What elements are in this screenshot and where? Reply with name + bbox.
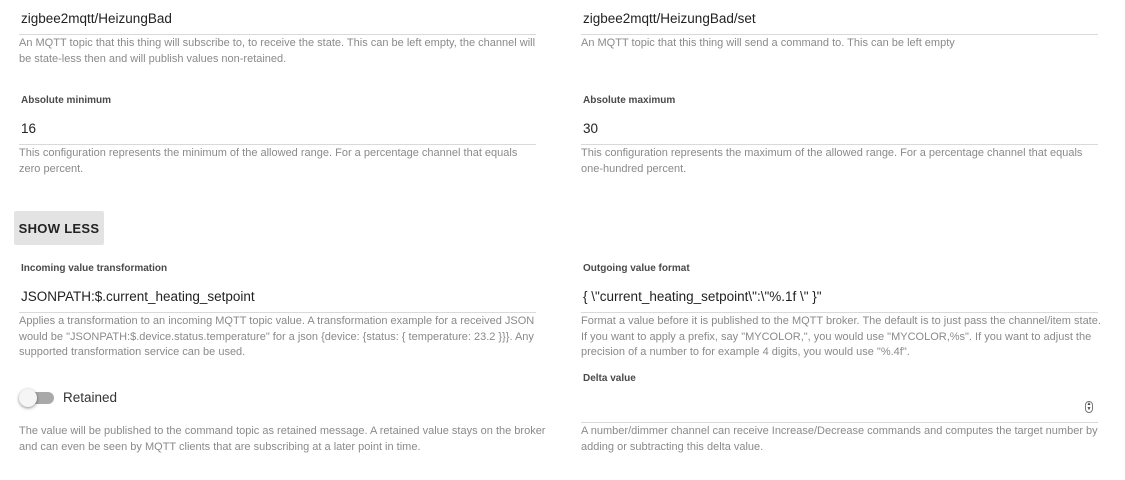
min-value: 16 bbox=[21, 121, 37, 136]
show-less-button[interactable]: SHOW LESS bbox=[14, 211, 104, 245]
state-topic-help: An MQTT topic that this thing will subscribe to, to receive the state. This can be left empty, the channel will be state-less then and will publish values non-retained. bbox=[19, 37, 536, 65]
retained-label: Retained bbox=[63, 390, 118, 405]
outgoing-format-input[interactable] bbox=[581, 289, 1098, 313]
max-input[interactable] bbox=[581, 121, 1098, 145]
number-spinner[interactable] bbox=[1085, 401, 1093, 413]
command-topic-help: An MQTT topic that this thing will send a command to. This can be left empty bbox=[581, 37, 955, 49]
incoming-help: Applies a transformation to an incoming MQTT topic value. A transformation example for a received JSON would be "JSONPATH:$.device.status.temperature" for a json {device: {status: { temperature: 23.2 }}}. Any supported transformation service can be used. bbox=[19, 315, 535, 358]
delta-value-input[interactable] bbox=[581, 399, 1098, 423]
command-topic-value: zigbee2mqtt/HeizungBad/set bbox=[583, 11, 756, 26]
state-topic-input[interactable] bbox=[19, 11, 536, 35]
min-help: This configuration represents the minimum of the allowed range. For a percentage channel that equals zero percent. bbox=[19, 147, 518, 175]
outgoing-format-value: { \"current_heating_setpoint\":\"%.1f \" }" bbox=[583, 289, 822, 304]
min-input[interactable] bbox=[19, 121, 536, 145]
command-topic-input[interactable] bbox=[581, 11, 1098, 35]
incoming-transformation-value: JSONPATH:$.current_heating_setpoint bbox=[21, 289, 255, 304]
retained-help: The value will be published to the command topic as retained message. A retained value stays on the broker and can even be seen by MQTT clients that are subscribing at a later point in time. bbox=[19, 425, 546, 453]
max-value: 30 bbox=[583, 121, 599, 136]
spinner-up-icon[interactable]: ▲ bbox=[1086, 401, 1092, 407]
retained-toggle[interactable] bbox=[19, 389, 139, 409]
incoming-transformation-input[interactable] bbox=[19, 289, 536, 313]
delta-label: Delta value bbox=[583, 373, 636, 384]
min-label: Absolute minimum bbox=[21, 95, 112, 106]
spinner-down-icon[interactable]: ▼ bbox=[1086, 406, 1092, 412]
incoming-label: Incoming value transformation bbox=[21, 263, 168, 274]
retained-toggle-knob bbox=[19, 389, 37, 407]
state-topic-value: zigbee2mqtt/HeizungBad bbox=[21, 11, 172, 26]
delta-help: A number/dimmer channel can receive Increase/Decrease commands and computes the target number by adding or subtracting this delta value. bbox=[581, 425, 1098, 453]
outgoing-help: Format a value before it is published to the MQTT broker. The default is to just pass the channel/item state. If you want to apply a prefix, say "MYCOLOR,", you would use "MYCOLOR,%s". If you want to adjust the precision of a number to for example 4 digits, you would use "%.4f". bbox=[581, 315, 1101, 358]
max-label: Absolute maximum bbox=[583, 95, 676, 106]
outgoing-label: Outgoing value format bbox=[583, 263, 690, 274]
max-help: This configuration represents the maximum of the allowed range. For a percentage channel that equals one-hundred percent. bbox=[581, 147, 1083, 175]
